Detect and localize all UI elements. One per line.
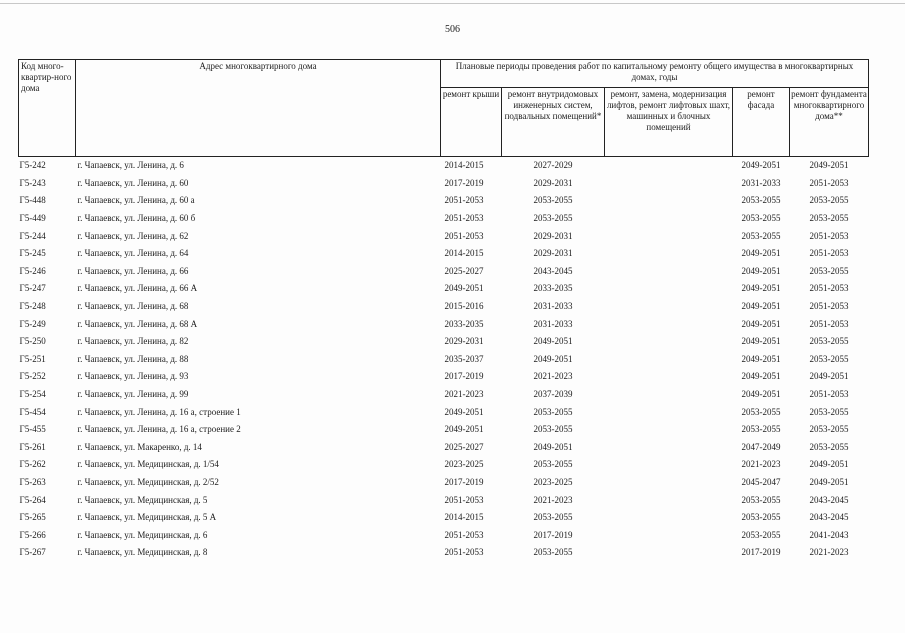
cell-facade: 2031-2033 bbox=[741, 177, 781, 188]
cell-foundation: 2053-2055 bbox=[809, 213, 849, 224]
cell-elevators bbox=[605, 298, 733, 316]
cell-foundation: 2051-2053 bbox=[809, 230, 849, 241]
cell-code: Г5-250 bbox=[19, 336, 46, 347]
table-row bbox=[19, 227, 869, 245]
cell-engineering: 2033-2035 bbox=[533, 283, 573, 294]
table-row bbox=[19, 192, 869, 210]
header-facade: ремонт фасада bbox=[733, 88, 790, 157]
cell-address: г. Чапаевск, ул. Медицинская, д. 6 bbox=[77, 529, 208, 540]
cell-address: г. Чапаевск, ул. Ленина, д. 82 bbox=[77, 336, 189, 347]
cell-code: Г5-449 bbox=[19, 213, 46, 224]
cell-roof: 2033-2035 bbox=[444, 318, 484, 329]
cell-roof: 2051-2053 bbox=[444, 230, 484, 241]
cell-roof: 2017-2019 bbox=[444, 371, 484, 382]
cell-address: г. Чапаевск, ул. Медицинская, д. 5 bbox=[77, 494, 208, 505]
cell-engineering: 2021-2023 bbox=[533, 371, 573, 382]
cell-code: Г5-242 bbox=[19, 157, 76, 175]
cell-roof: 2025-2027 bbox=[444, 441, 484, 452]
cell-foundation: 2051-2053 bbox=[809, 389, 849, 400]
cell-address: г. Чапаевск, ул. Ленина, д. 68 bbox=[77, 301, 189, 312]
cell-foundation: 2021-2023 bbox=[809, 547, 849, 558]
header-code: Код много-квартир-ного дома bbox=[19, 60, 76, 157]
cell-elevators bbox=[605, 263, 733, 281]
cell-roof: 2023-2025 bbox=[444, 459, 484, 470]
cell-engineering: 2043-2045 bbox=[533, 265, 573, 276]
table-row bbox=[19, 298, 869, 316]
cell-address: г. Чапаевск, ул. Ленина, д. 99 bbox=[77, 389, 189, 400]
cell-elevators bbox=[605, 192, 733, 210]
cell-address: г. Чапаевск, ул. Медицинская, д. 2/52 bbox=[77, 476, 219, 487]
cell-address: г. Чапаевск, ул. Ленина, д. 68 А bbox=[77, 318, 198, 329]
table-row bbox=[19, 280, 869, 298]
cell-elevators bbox=[605, 509, 733, 527]
table-row bbox=[19, 175, 869, 193]
cell-engineering: 2053-2055 bbox=[533, 512, 573, 523]
cell-elevators bbox=[605, 315, 733, 333]
header-foundation: ремонт фундамента многоквартирного дома** bbox=[790, 88, 869, 157]
table-row bbox=[19, 386, 869, 404]
cell-code: Г5-265 bbox=[19, 512, 46, 523]
table-row bbox=[19, 210, 869, 228]
cell-code: Г5-454 bbox=[19, 406, 46, 417]
cell-elevators bbox=[605, 386, 733, 404]
cell-roof: 2035-2037 bbox=[444, 353, 484, 364]
cell-address: г. Чапаевск, ул. Ленина, д. 16 а, строение 2 bbox=[77, 424, 241, 435]
cell-address: г. Чапаевск, ул. Ленина, д. 6 bbox=[76, 157, 441, 175]
cell-engineering: 2053-2055 bbox=[533, 213, 573, 224]
cell-address: г. Чапаевск, ул. Ленина, д. 16 а, строение 1 bbox=[77, 406, 241, 417]
cell-roof: 2051-2053 bbox=[444, 195, 484, 206]
cell-foundation: 2051-2053 bbox=[809, 177, 849, 188]
cell-engineering: 2037-2039 bbox=[533, 389, 573, 400]
header-address: Адрес многоквартирного дома bbox=[76, 60, 441, 157]
cell-code: Г5-251 bbox=[19, 353, 46, 364]
cell-address: г. Чапаевск, ул. Ленина, д. 60 б bbox=[77, 213, 196, 224]
cell-roof: 2014-2015 bbox=[444, 248, 484, 259]
cell-facade: 2049-2051 bbox=[741, 283, 781, 294]
cell-engineering: 2053-2055 bbox=[533, 547, 573, 558]
cell-facade: 2053-2055 bbox=[741, 529, 781, 540]
cell-address: г. Чапаевск, ул. Ленина, д. 88 bbox=[77, 353, 189, 364]
cell-engineering: 2053-2055 bbox=[533, 424, 573, 435]
cell-roof: 2029-2031 bbox=[444, 336, 484, 347]
page-number: 506 bbox=[445, 24, 460, 35]
cell-address: г. Чапаевск, ул. Медицинская, д. 8 bbox=[77, 547, 208, 558]
cell-facade: 2053-2055 bbox=[741, 195, 781, 206]
cell-facade: 2049-2051 bbox=[741, 248, 781, 259]
cell-elevators bbox=[605, 544, 733, 562]
cell-address: г. Чапаевск, ул. Ленина, д. 60 а bbox=[77, 195, 195, 206]
cell-elevators bbox=[605, 157, 733, 175]
header-roof: ремонт крыши bbox=[441, 88, 502, 157]
table-row bbox=[19, 368, 869, 386]
table-body bbox=[19, 157, 869, 562]
cell-facade: 2049-2051 bbox=[733, 157, 790, 175]
cell-elevators bbox=[605, 421, 733, 439]
cell-address: г. Чапаевск, ул. Ленина, д. 66 bbox=[77, 265, 189, 276]
cell-elevators bbox=[605, 439, 733, 457]
cell-roof: 2049-2051 bbox=[444, 424, 484, 435]
cell-elevators bbox=[605, 280, 733, 298]
cell-foundation: 2043-2045 bbox=[809, 494, 849, 505]
cell-elevators bbox=[605, 491, 733, 509]
cell-roof: 2014-2015 bbox=[444, 512, 484, 523]
header-periods-group: Плановые периоды проведения работ по капитальному ремонту общего имущества в многоквартирных домах, годы bbox=[441, 60, 869, 88]
cell-address: г. Чапаевск, ул. Ленина, д. 64 bbox=[77, 248, 189, 259]
cell-address: г. Чапаевск, ул. Медицинская, д. 5 А bbox=[77, 512, 217, 523]
cell-facade: 2049-2051 bbox=[741, 389, 781, 400]
cell-facade: 2049-2051 bbox=[741, 371, 781, 382]
cell-facade: 2045-2047 bbox=[741, 476, 781, 487]
cell-engineering: 2017-2019 bbox=[533, 529, 573, 540]
cell-code: Г5-248 bbox=[19, 301, 46, 312]
cell-foundation: 2051-2053 bbox=[809, 301, 849, 312]
table-row bbox=[19, 526, 869, 544]
cell-engineering: 2027-2029 bbox=[502, 157, 605, 175]
cell-engineering: 2049-2051 bbox=[533, 353, 573, 364]
cell-address: г. Чапаевск, ул. Ленина, д. 66 А bbox=[77, 283, 198, 294]
cell-address: г. Чапаевск, ул. Ленина, д. 62 bbox=[77, 230, 189, 241]
cell-code: Г5-245 bbox=[19, 248, 46, 259]
cell-engineering: 2029-2031 bbox=[533, 230, 573, 241]
cell-facade: 2049-2051 bbox=[741, 301, 781, 312]
cell-code: Г5-263 bbox=[19, 476, 46, 487]
cell-code: Г5-266 bbox=[19, 529, 46, 540]
cell-foundation: 2053-2055 bbox=[809, 195, 849, 206]
cell-roof: 2017-2019 bbox=[444, 177, 484, 188]
cell-foundation: 2051-2053 bbox=[809, 248, 849, 259]
cell-code: Г5-246 bbox=[19, 265, 46, 276]
cell-foundation: 2053-2055 bbox=[809, 424, 849, 435]
cell-facade: 2053-2055 bbox=[741, 406, 781, 417]
cell-engineering: 2053-2055 bbox=[533, 406, 573, 417]
cell-elevators bbox=[605, 245, 733, 263]
table-row bbox=[19, 439, 869, 457]
header-engineering: ремонт внутридомовых инженерных систем, подвальных помещений* bbox=[502, 88, 605, 157]
cell-code: Г5-249 bbox=[19, 318, 46, 329]
table-row bbox=[19, 474, 869, 492]
cell-roof: 2021-2023 bbox=[444, 389, 484, 400]
table-row bbox=[19, 351, 869, 369]
cell-code: Г5-267 bbox=[19, 547, 46, 558]
cell-facade: 2049-2051 bbox=[741, 318, 781, 329]
cell-facade: 2049-2051 bbox=[741, 265, 781, 276]
cell-foundation: 2053-2055 bbox=[809, 406, 849, 417]
cell-engineering: 2049-2051 bbox=[533, 441, 573, 452]
cell-elevators bbox=[605, 175, 733, 193]
cell-facade: 2017-2019 bbox=[741, 547, 781, 558]
cell-roof: 2025-2027 bbox=[444, 265, 484, 276]
table-row bbox=[19, 491, 869, 509]
cell-elevators bbox=[605, 333, 733, 351]
cell-address: г. Чапаевск, ул. Ленина, д. 60 bbox=[77, 177, 189, 188]
cell-elevators bbox=[605, 351, 733, 369]
cell-foundation: 2049-2051 bbox=[809, 371, 849, 382]
cell-code: Г5-243 bbox=[19, 177, 46, 188]
cell-roof: 2051-2053 bbox=[444, 213, 484, 224]
cell-foundation: 2053-2055 bbox=[809, 336, 849, 347]
table-row bbox=[19, 456, 869, 474]
cell-foundation: 2051-2053 bbox=[809, 318, 849, 329]
cell-roof: 2051-2053 bbox=[444, 529, 484, 540]
table-row bbox=[19, 263, 869, 281]
cell-foundation: 2043-2045 bbox=[809, 512, 849, 523]
table-row bbox=[19, 509, 869, 527]
cell-code: Г5-244 bbox=[19, 230, 46, 241]
cell-facade: 2021-2023 bbox=[741, 459, 781, 470]
cell-foundation: 2051-2053 bbox=[809, 283, 849, 294]
cell-foundation: 2049-2051 bbox=[809, 476, 849, 487]
cell-engineering: 2029-2031 bbox=[533, 177, 573, 188]
table-row bbox=[19, 157, 869, 175]
cell-roof: 2017-2019 bbox=[444, 476, 484, 487]
cell-foundation: 2041-2043 bbox=[809, 529, 849, 540]
cell-code: Г5-254 bbox=[19, 389, 46, 400]
table-row bbox=[19, 245, 869, 263]
cell-foundation: 2053-2055 bbox=[809, 353, 849, 364]
cell-facade: 2053-2055 bbox=[741, 512, 781, 523]
table-row bbox=[19, 315, 869, 333]
cell-elevators bbox=[605, 474, 733, 492]
cell-engineering: 2053-2055 bbox=[533, 459, 573, 470]
table-row bbox=[19, 333, 869, 351]
header-elevators: ремонт, замена, модернизация лифтов, ремонт лифтовых шахт, машинных и блочных помещений bbox=[605, 88, 733, 157]
cell-code: Г5-252 bbox=[19, 371, 46, 382]
cell-address: г. Чапаевск, ул. Макаренко, д. 14 bbox=[77, 441, 202, 452]
cell-facade: 2053-2055 bbox=[741, 424, 781, 435]
cell-engineering: 2021-2023 bbox=[533, 494, 573, 505]
cell-roof: 2051-2053 bbox=[444, 547, 484, 558]
table-row bbox=[19, 544, 869, 562]
cell-elevators bbox=[605, 227, 733, 245]
cell-facade: 2053-2055 bbox=[741, 213, 781, 224]
cell-foundation: 2053-2055 bbox=[809, 441, 849, 452]
cell-engineering: 2053-2055 bbox=[533, 195, 573, 206]
cell-roof: 2014-2015 bbox=[441, 157, 502, 175]
repair-schedule-table bbox=[18, 59, 868, 562]
table-row bbox=[19, 421, 869, 439]
cell-code: Г5-262 bbox=[19, 459, 46, 470]
cell-code: Г5-264 bbox=[19, 494, 46, 505]
top-rule bbox=[0, 3, 905, 4]
cell-code: Г5-455 bbox=[19, 424, 46, 435]
cell-code: Г5-247 bbox=[19, 283, 46, 294]
cell-elevators bbox=[605, 456, 733, 474]
cell-engineering: 2031-2033 bbox=[533, 301, 573, 312]
cell-elevators bbox=[605, 210, 733, 228]
cell-engineering: 2031-2033 bbox=[533, 318, 573, 329]
cell-elevators bbox=[605, 368, 733, 386]
cell-roof: 2051-2053 bbox=[444, 494, 484, 505]
cell-engineering: 2023-2025 bbox=[533, 476, 573, 487]
cell-facade: 2047-2049 bbox=[741, 441, 781, 452]
table-row bbox=[19, 403, 869, 421]
cell-foundation: 2049-2051 bbox=[790, 157, 869, 175]
cell-roof: 2049-2051 bbox=[444, 283, 484, 294]
cell-engineering: 2029-2031 bbox=[533, 248, 573, 259]
cell-facade: 2053-2055 bbox=[741, 230, 781, 241]
cell-code: Г5-261 bbox=[19, 441, 46, 452]
cell-facade: 2053-2055 bbox=[741, 494, 781, 505]
cell-elevators bbox=[605, 403, 733, 421]
cell-foundation: 2053-2055 bbox=[809, 265, 849, 276]
cell-engineering: 2049-2051 bbox=[533, 336, 573, 347]
cell-address: г. Чапаевск, ул. Ленина, д. 93 bbox=[77, 371, 189, 382]
cell-roof: 2015-2016 bbox=[444, 301, 484, 312]
cell-elevators bbox=[605, 526, 733, 544]
cell-facade: 2049-2051 bbox=[741, 336, 781, 347]
cell-code: Г5-448 bbox=[19, 195, 46, 206]
cell-address: г. Чапаевск, ул. Медицинская, д. 1/54 bbox=[77, 459, 219, 470]
cell-foundation: 2049-2051 bbox=[809, 459, 849, 470]
cell-roof: 2049-2051 bbox=[444, 406, 484, 417]
cell-facade: 2049-2051 bbox=[741, 353, 781, 364]
